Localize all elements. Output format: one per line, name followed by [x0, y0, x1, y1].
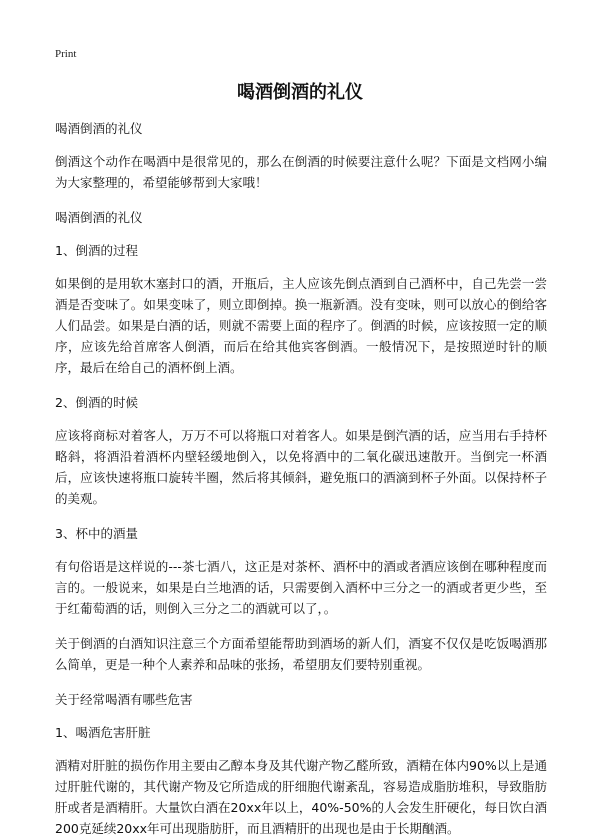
paragraph-summary: 关于倒酒的白酒知识注意三个方面希望能帮助到酒场的新人们，酒宴不仅仅是吃饭喝酒那么简单，更是一种个人素养和品味的张扬，希望朋友们要特别重视。 — [55, 636, 547, 672]
heading-pouring-process: 1、倒酒的过程 — [55, 243, 138, 258]
paragraph-when-pouring: 应该将商标对着客人，万万不可以将瓶口对着客人。如果是倒汽酒的话，应当用右手持杯略斜，将酒沿着酒杯内壁轻缓地倒入，以免将酒中的二氧化碳迅速散开。当倒完一杯酒后，应该快速将瓶口旋转半圈，然后将其倾斜，避免瓶口的酒滴到杯子外面。以保持杯子的美观。 — [55, 428, 547, 506]
intro-paragraph: 倒酒这个动作在喝酒中是很常见的，那么在倒酒的时候要注意什么呢？下面是文档网小编为大家整理的，希望能够帮到大家哦！ — [55, 154, 547, 190]
section-subtitle: 喝酒倒酒的礼仪 — [55, 121, 143, 136]
heading-liver-harm: 1、喝酒危害肝脏 — [55, 725, 151, 740]
heading-glass-amount: 3、杯中的酒量 — [55, 526, 138, 541]
section-subtitle-2: 喝酒倒酒的礼仪 — [55, 210, 143, 225]
heading-drinking-harms: 关于经常喝酒有哪些危害 — [55, 692, 193, 707]
page-title: 喝酒倒酒的礼仪 — [237, 82, 363, 103]
print-link[interactable]: Print — [55, 48, 77, 60]
heading-when-pouring: 2、倒酒的时候 — [55, 395, 138, 410]
document-body — [55, 118, 547, 839]
paragraph-glass-amount: 有句俗语是这样说的---茶七酒八，这正是对茶杯、酒杯中的酒或者酒应该倒在哪种程度而言的。一般说来，如果是白兰地酒的话，只需要倒入酒杯中三分之一的酒或者更少些，至于红葡萄酒的话，则倒入三分之二的酒就可以了，。 — [55, 559, 547, 616]
paragraph-pouring-process: 如果倒的是用软木塞封口的酒，开瓶后，主人应该先倒点酒到自己酒杯中，自己先尝一尝酒是否变味了。如果变味了，则立即倒掉。换一瓶新酒。没有变味，则可以放心的倒给客人们品尝。如果是白酒的话，则就不需要上面的程序了。倒酒的时候，应该按照一定的顺序，应该先给首席客人倒酒，而后在给其他宾客倒酒。一般情况下，是按照逆时针的顺序，最后在给自己的酒杯倒上酒。 — [55, 276, 547, 375]
paragraph-liver-harm: 酒精对肝脏的损伤作用主要由乙醇本身及其代谢产物乙醛所致，酒精在体内90%以上是通过肝脏代谢的，其代谢产物及它所造成的肝细胞代谢紊乱，容易造成脂肪堆积，导致脂肪肝或者是酒精肝。大量饮白酒在20xx年以上，40%-50%的人会发生肝硬化，每日饮白酒200克延续20xx年可出现脂肪肝，而且酒精肝的出现也是由于长期酗酒。 — [55, 758, 547, 836]
